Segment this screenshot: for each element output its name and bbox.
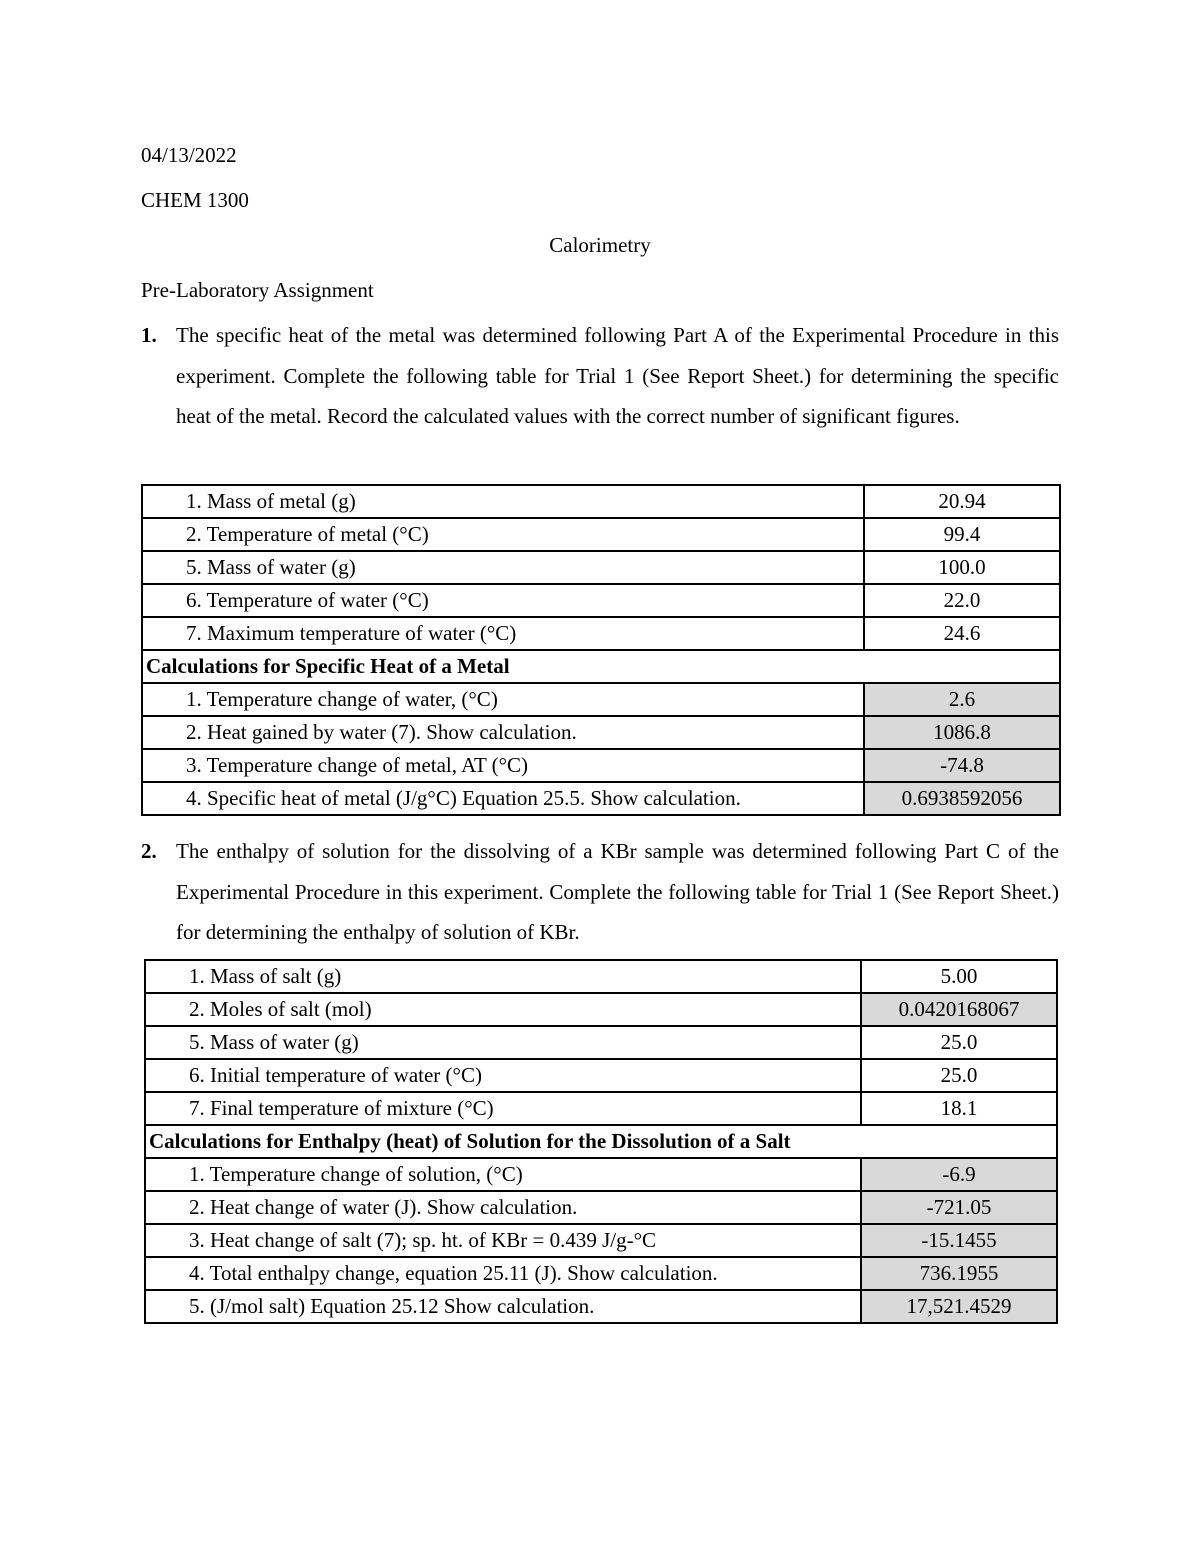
table-row xyxy=(142,518,1060,551)
section-header-text: Calculations for Enthalpy (heat) of Solution for the Dissolution of a Salt xyxy=(145,1125,1057,1158)
table-row xyxy=(145,1092,1057,1125)
row-value: 17,521.4529 xyxy=(861,1290,1057,1323)
row-value: 25.0 xyxy=(861,1026,1057,1059)
enthalpy-table xyxy=(144,959,1058,1324)
row-label: 3. Temperature change of metal, AT (°C) xyxy=(142,749,864,782)
specific-heat-table xyxy=(141,484,1061,816)
row-label: 7. Final temperature of mixture (°C) xyxy=(145,1092,861,1125)
question-1-number: 1. xyxy=(141,323,157,347)
question-2 xyxy=(141,831,1059,953)
table-row xyxy=(145,1224,1057,1257)
row-label: 2. Moles of salt (mol) xyxy=(145,993,861,1026)
table-row xyxy=(145,1059,1057,1092)
row-value: 1086.8 xyxy=(864,716,1060,749)
row-value: 22.0 xyxy=(864,584,1060,617)
row-label: 7. Maximum temperature of water (°C) xyxy=(142,617,864,650)
row-label: 1. Mass of metal (g) xyxy=(142,485,864,518)
section-header-text: Calculations for Specific Heat of a Metal xyxy=(142,650,1060,683)
row-value: -6.9 xyxy=(861,1158,1057,1191)
row-value: 5.00 xyxy=(861,960,1057,993)
table-row xyxy=(145,1158,1057,1191)
row-label: 1. Mass of salt (g) xyxy=(145,960,861,993)
row-value: 24.6 xyxy=(864,617,1060,650)
table-row xyxy=(142,551,1060,584)
table-row xyxy=(145,1026,1057,1059)
table-row xyxy=(145,1191,1057,1224)
question-1-text: The specific heat of the metal was determined following Part A of the Experimental Procedure in this experiment. Complete the following table for Trial 1 (See Report Sheet.) for determining the specific heat of the metal. Record the calculated values with the correct number of significant figures. xyxy=(176,323,1059,428)
row-value: 20.94 xyxy=(864,485,1060,518)
row-label: 2. Heat change of water (J). Show calculation. xyxy=(145,1191,861,1224)
table-row xyxy=(142,485,1060,518)
row-label: 4. Total enthalpy change, equation 25.11 (J). Show calculation. xyxy=(145,1257,861,1290)
page-title: Calorimetry xyxy=(549,233,651,257)
question-2-text: The enthalpy of solution for the dissolving of a KBr sample was determined following Part C of the Experimental Procedure in this experiment. Complete the following table for Trial 1 (See Report Sheet.) for determining the enthalpy of solution of KBr. xyxy=(176,839,1059,944)
subtitle: Pre-Laboratory Assignment xyxy=(141,278,374,302)
row-value: -721.05 xyxy=(861,1191,1057,1224)
row-value: 0.6938592056 xyxy=(864,782,1060,815)
question-1 xyxy=(141,315,1059,437)
table-row xyxy=(142,617,1060,650)
row-value: 18.1 xyxy=(861,1092,1057,1125)
table-section-header xyxy=(142,650,1060,683)
table-section-header xyxy=(145,1125,1057,1158)
row-label: 5. Mass of water (g) xyxy=(142,551,864,584)
row-value: 100.0 xyxy=(864,551,1060,584)
row-value: 99.4 xyxy=(864,518,1060,551)
row-label: 4. Specific heat of metal (J/g°C) Equation 25.5. Show calculation. xyxy=(142,782,864,815)
table-row xyxy=(145,960,1057,993)
row-label: 5. Mass of water (g) xyxy=(145,1026,861,1059)
question-2-number: 2. xyxy=(141,839,157,863)
table-row xyxy=(142,749,1060,782)
row-label: 6. Initial temperature of water (°C) xyxy=(145,1059,861,1092)
table-row xyxy=(145,1290,1057,1323)
row-label: 2. Heat gained by water (7). Show calculation. xyxy=(142,716,864,749)
table-row xyxy=(145,993,1057,1026)
row-value: 2.6 xyxy=(864,683,1060,716)
row-label: 6. Temperature of water (°C) xyxy=(142,584,864,617)
date: 04/13/2022 xyxy=(141,143,237,167)
table-row xyxy=(145,1257,1057,1290)
table-row xyxy=(142,716,1060,749)
row-label: 1. Temperature change of solution, (°C) xyxy=(145,1158,861,1191)
row-value: 0.0420168067 xyxy=(861,993,1057,1026)
row-value: 25.0 xyxy=(861,1059,1057,1092)
table-row xyxy=(142,683,1060,716)
row-value: -74.8 xyxy=(864,749,1060,782)
row-label: 5. (J/mol salt) Equation 25.12 Show calculation. xyxy=(145,1290,861,1323)
row-label: 2. Temperature of metal (°C) xyxy=(142,518,864,551)
course: CHEM 1300 xyxy=(141,188,249,212)
table-row xyxy=(142,584,1060,617)
row-value: 736.1955 xyxy=(861,1257,1057,1290)
table-row xyxy=(142,782,1060,815)
row-value: -15.1455 xyxy=(861,1224,1057,1257)
row-label: 3. Heat change of salt (7); sp. ht. of KBr = 0.439 J/g-°C xyxy=(145,1224,861,1257)
row-label: 1. Temperature change of water, (°C) xyxy=(142,683,864,716)
